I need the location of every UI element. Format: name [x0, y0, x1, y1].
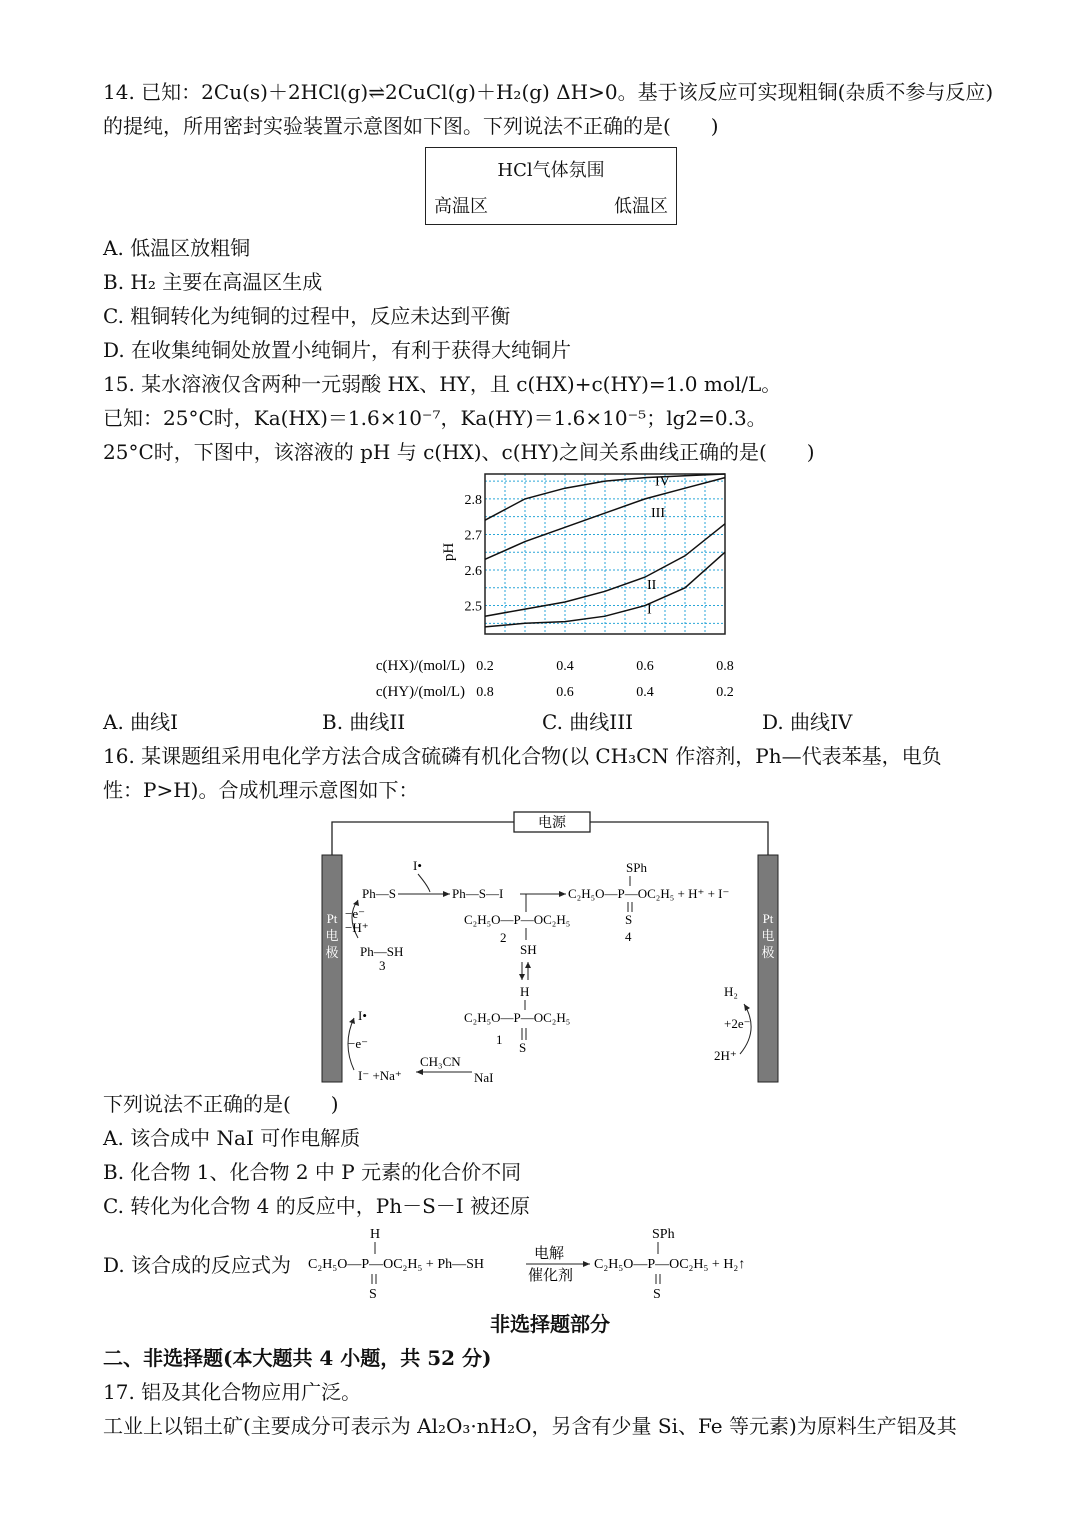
ph-s-i: Ph—S—I [452, 886, 504, 901]
d-condition-bottom: 催化剂 [528, 1268, 574, 1284]
minus-electron-2: −e⁻ [348, 1036, 368, 1051]
q14-line2: 的提纯，所用密封实验装置示意图如下图。下列说法不正确的是( ) [103, 114, 719, 138]
q16-line2: 性：P>H)。合成机理示意图如下： [103, 778, 419, 802]
thiophenol-number: 3 [379, 958, 386, 973]
x-axis1-tick: 0.4 [556, 659, 574, 674]
d-reactant: C₂H₅O—P—OC₂H₅ + Ph—SH [308, 1257, 485, 1272]
x-axis1-tick: 0.2 [476, 659, 494, 674]
q15-option-d: D. 曲线IV [762, 710, 853, 734]
x-axis1-label: c(HX)/(mol/L) [375, 658, 465, 674]
apparatus-title: HCl气体氛围 [497, 160, 605, 181]
d-condition-top: 电解 [534, 1246, 565, 1262]
curve-label-II: II [647, 578, 657, 594]
q17-line1: 17. 铝及其化合物应用广泛。 [103, 1380, 362, 1404]
d-product-sph: SPh [652, 1227, 675, 1242]
iodide-sodium: I⁻ +Na⁺ [358, 1068, 402, 1083]
ch3cn-solvent: CH₃CN [420, 1054, 461, 1069]
ph-s-radical: Ph—S [362, 886, 396, 901]
q17-line2: 工业上以铝土矿(主要成分可表示为 Al₂O₃·nH₂O，另含有少量 Si、Fe 等元素)为原料生产铝及其 [103, 1414, 957, 1438]
q14-option-c: C. 粗铜转化为纯铜的过程中，反应未达到平衡 [103, 304, 511, 328]
d-reactant-h: H [370, 1227, 381, 1242]
q16-option-b: B. 化合物 1、化合物 2 中 P 元素的化合价不同 [103, 1160, 522, 1184]
nai-salt: NaI [474, 1070, 494, 1085]
y-tick-label: 2.5 [464, 599, 482, 615]
thiophenol: Ph—SH [360, 944, 404, 959]
q15-option-a: A. 曲线I [103, 710, 179, 734]
q15-option-b: B. 曲线II [322, 710, 406, 734]
q16-option-a: A. 该合成中 NaI 可作电解质 [103, 1126, 361, 1150]
x-axis2-tick: 0.2 [716, 685, 734, 700]
compound-1-h: H [520, 984, 530, 999]
compound-4-number: 4 [625, 929, 632, 944]
compound-4: C₂H₅O—P—OC₂H₅ + H⁺ + I⁻ [568, 886, 730, 901]
minus-proton: −H⁺ [345, 920, 369, 935]
q14-option-a: A. 低温区放粗铜 [103, 236, 251, 260]
x-axis1-tick: 0.6 [636, 659, 654, 674]
mechanism-diagram [300, 808, 800, 1090]
x-axis2-tick: 0.8 [476, 685, 494, 700]
q16-option-d: D. 该合成的反应式为 [103, 1253, 292, 1277]
q16-question: 下列说法不正确的是( ) [103, 1092, 339, 1116]
x-axis1-tick: 0.8 [716, 659, 734, 674]
compound-4-sulfur: S [625, 912, 633, 927]
x-axis2-tick: 0.4 [636, 685, 654, 700]
q14-line1: 14. 已知：2Cu(s)＋2HCl(g)⇌2CuCl(g)＋H₂(g) ΔH>0。基于该反应可实现粗铜(杂质不参与反应) [103, 80, 994, 104]
q15-line1: 15. 某水溶液仅含两种一元弱酸 HX、HY，且 c(HX)+c(HY)=1.0 mol/L。 [103, 372, 782, 396]
ph-chart [360, 466, 760, 706]
iodine-radical-2: I• [358, 1008, 367, 1023]
x-axis2-tick: 0.6 [556, 685, 574, 700]
sph-group: SPh [626, 860, 647, 875]
q14-option-d: D. 在收集纯铜处放置小纯铜片，有利于获得大纯铜片 [103, 338, 572, 362]
d-product: C₂H₅O—P—OC₂H₅ + H₂↑ [594, 1257, 746, 1272]
y-tick-label: 2.6 [464, 564, 482, 579]
q15-line3: 25°C时，下图中，该溶液的 pH 与 c(HX)、c(HY)之间关系曲线正确的是( ) [103, 440, 815, 464]
compound-2-number: 2 [500, 930, 507, 945]
right-electrode [758, 855, 778, 1082]
option-d-equation [306, 1222, 786, 1304]
q16-option-c: C. 转化为化合物 4 的反应中，Ph－S－I 被还原 [103, 1194, 531, 1218]
two-protons: 2H⁺ [714, 1048, 737, 1063]
minus-electron: −e⁻ [345, 906, 365, 921]
curve-label-I: I [647, 602, 652, 618]
hydrogen-gas: H₂ [724, 984, 738, 999]
y-tick-label: 2.7 [464, 528, 482, 544]
power-source-label: 电源 [538, 816, 566, 831]
section-title: 非选择题部分 [490, 1312, 610, 1336]
q14-option-b: B. H₂ 主要在高温区生成 [103, 270, 323, 294]
part-two-heading: 二、非选择题(本大题共 4 小题，共 52 分) [103, 1346, 492, 1370]
q16-line1: 16. 某课题组采用电化学方法合成含硫磷有机化合物(以 CH₃CN 作溶剂，Ph—代表苯基，电负 [103, 744, 942, 768]
y-axis-label: pH [441, 542, 457, 562]
x-axis2-label: c(HY)/(mol/L) [375, 684, 465, 700]
compound-2: C₂H₅O—P—OC₂H₅ [464, 912, 571, 927]
compound-1: C₂H₅O—P—OC₂H₅ [464, 1010, 571, 1025]
plus-two-electrons: +2e⁻ [724, 1016, 751, 1031]
low-temp-zone: 低温区 [614, 196, 668, 217]
compound-2-sh: SH [520, 942, 537, 957]
curve-label-IV: IV [655, 474, 670, 490]
right-electrode-label: Pt 电极 [761, 911, 775, 960]
q15-option-c: C. 曲线III [542, 710, 634, 734]
d-product-s: S [653, 1287, 661, 1302]
y-tick-label: 2.8 [464, 492, 482, 508]
left-electrode-label: Pt 电极 [325, 911, 339, 960]
high-temp-zone: 高温区 [434, 196, 488, 217]
left-electrode [322, 855, 342, 1082]
q15-line2: 已知：25°C时，Ka(HX)＝1.6×10⁻⁷，Ka(HY)＝1.6×10⁻⁵；lg2=0.3。 [103, 406, 767, 430]
compound-1-sulfur: S [519, 1040, 527, 1055]
compound-1-number: 1 [496, 1032, 503, 1047]
apparatus-box [425, 147, 677, 225]
curve-label-III: III [651, 505, 665, 521]
d-reactant-s: S [369, 1287, 377, 1302]
iodine-radical: I• [413, 858, 422, 873]
